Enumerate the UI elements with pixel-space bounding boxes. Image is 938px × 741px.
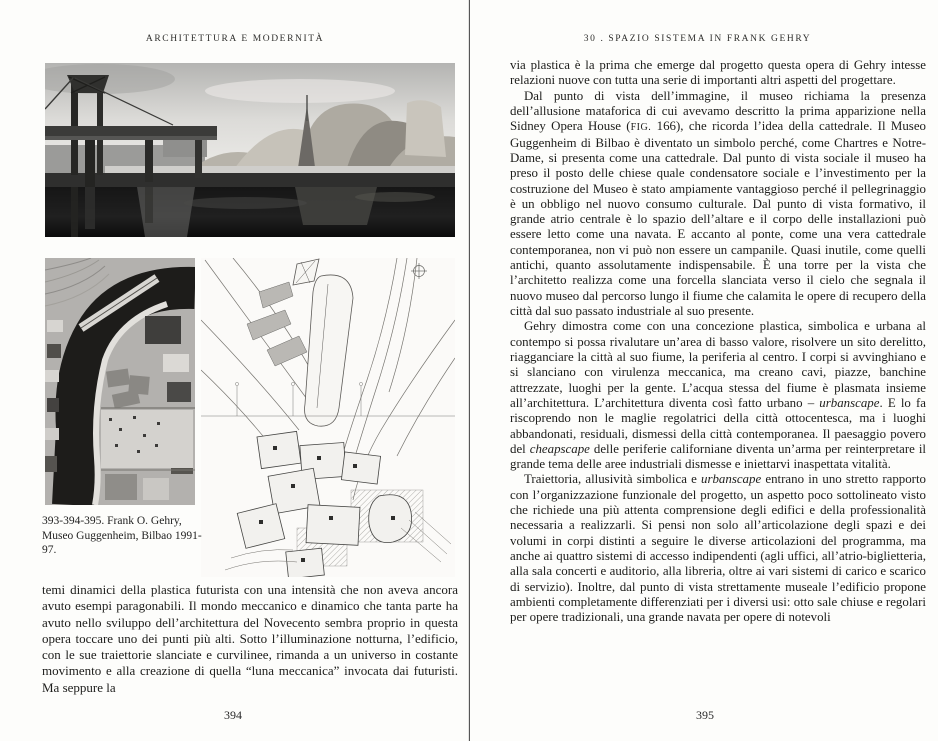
left-page-body bbox=[42, 582, 458, 700]
text-run: temi dinamici della plastica futurista con una intensità che non aveva ancora avuto esempi paragonabili. Il mondo meccanico e dinamico che tanta parte ha avuto nello sviluppo dell’architettura del Novecento sembra proprio in questa opera toccare uno dei punti più alti. Sotto l’illuminazione notturna, l’edificio, con le sue traiettorie slanciate e curvilinee, rimanda a un universo in costante movimento e alla creazione di quella “luna meccanica” invocata dai futuristi. Ma seppure la bbox=[42, 582, 458, 695]
figure-caption-text: 393-394-395. Frank O. Gehry, Museo Guggenheim, Bilbao 1991-97. bbox=[42, 515, 202, 557]
text-run: urbanscape bbox=[701, 472, 762, 487]
text-run: . E lo fa riscoprendo non le maglie regolatrici della città ottocentesca, ma i luoghi abbandonati, residuali, dismessi della città contemporanea. Il paesaggio povero del bbox=[510, 395, 926, 456]
site-plan-drawing bbox=[201, 258, 455, 577]
aerial-site-photo bbox=[45, 258, 195, 505]
paragraph bbox=[510, 472, 926, 625]
text-run: entrano in uno stretto rapporto con l’organizzazione funzionale del progetto, un aspetto poco sottolineato visto che richiede una più attenta comprensione degli edifici e della professionalità necessaria a realizzarli. Si pensi non solo all’articolazione degli spazi e dei volumi in corpi distinti a seguire le diverse articolazioni del programma, ma anche ai quattro sistemi di accesso indipendenti (agli uffici, all’atrio-biglietteria, alla sala concerti e auditorio, alla libreria, oltre ai vari sistemi di carico e scarico di servizio). Inoltre, dal punto di vista strettamente museale l’edificio propone ambienti completamente differenziati per i diversi usi: otto sale chiuse e regolari per opere tradizionali, una grande navata per opere di notevoli bbox=[510, 472, 926, 625]
text-run: cheapscape bbox=[529, 441, 590, 456]
book-gutter-divider bbox=[468, 0, 470, 741]
right-page-text bbox=[510, 58, 926, 708]
text-run: urbanscape bbox=[819, 395, 880, 410]
aerial-site-photo-art bbox=[45, 258, 195, 505]
text-run: via plastica è la prima che emerge dal progetto questa opera di Gehry intesse relazioni nuove con tutta una serie di importanti altri aspetti del progettare. bbox=[510, 58, 926, 88]
text-run: Traiettoria, allusività simbolica e bbox=[524, 472, 702, 487]
text-run: delle periferie californiane diventa un’arma per reinterpretare il grande tema delle aree industriali dismesse e iniettarvi inaspettata vitalità. bbox=[510, 441, 926, 472]
paragraph bbox=[510, 58, 926, 89]
text-run: Dal punto di vista dell’immagine, il museo richiama la presenza dell’allusione mataforica di cui avevamo descritto la prima apparizione nella Sidney Opera House ( bbox=[510, 88, 926, 134]
paragraph bbox=[510, 319, 926, 472]
paragraph bbox=[510, 89, 926, 320]
right-page-number: 395 bbox=[696, 708, 714, 722]
left-running-head: ARCHITETTURA E MODERNITÀ bbox=[145, 34, 325, 44]
figure-caption bbox=[42, 514, 206, 558]
text-run: Gehry dimostra come con una concezione plastica, simbolica e urbana al contempo si possa rivalutare un’area di basso valore, risolvere un sito derelitto, riagganciare la città al suo fiume, la periferia al centro. I corpi si avvinghiano e si slanciano con virulenza meccanica, ma creano cavi, piazze, banchine attrezzate, luoghi per la gente. L’acqua stessa del fiume è plasmata insieme all’architettura. L’architettura diventa così fatto urbano – bbox=[510, 319, 926, 410]
site-plan-drawing-art bbox=[201, 258, 455, 577]
text-run: FIG. bbox=[630, 122, 652, 134]
right-running-head: 30 . SPAZIO SISTEMA IN FRANK GEHRY bbox=[583, 34, 812, 44]
left-page-number: 394 bbox=[224, 708, 242, 722]
museum-riverfront-photo bbox=[45, 63, 455, 237]
museum-riverfront-photo-art bbox=[45, 63, 455, 237]
text-run: 166), che ricorda l’idea della cattedrale. Il Museo Guggenheim di Bilbao è diventato un simbolo perché, come Chartres e Notre-Dame, si presenta come una cattedrale. Dal punto di vista sociale il museo ha preso il posto delle chiese quale condensatore sociale e l’investimento per la costruzione del Museo è stato ampiamente vantaggioso perché il pellegrinaggio è un obbligo nel nuovo consumo culturale. Dal punto di vista formativo, il grande atrio centrale è lo spazio dell’altare e il corpo delle installazioni può essere letto come una navata. E accanto al ponte, come una vera cattedrale contemporanea, non vi può non essere un campanile. Quasi inutile, come quelli antichi, quanto assolutamente indispensabile. È una torre per la vista che l’architetto realizza come una forcella slanciata verso il cielo che segnala il nuovo museo dal percorso lungo il fiume che calamita le opere di recupero della città dal suo passato industriale al suo presente. bbox=[510, 119, 926, 318]
paragraph bbox=[42, 582, 458, 696]
